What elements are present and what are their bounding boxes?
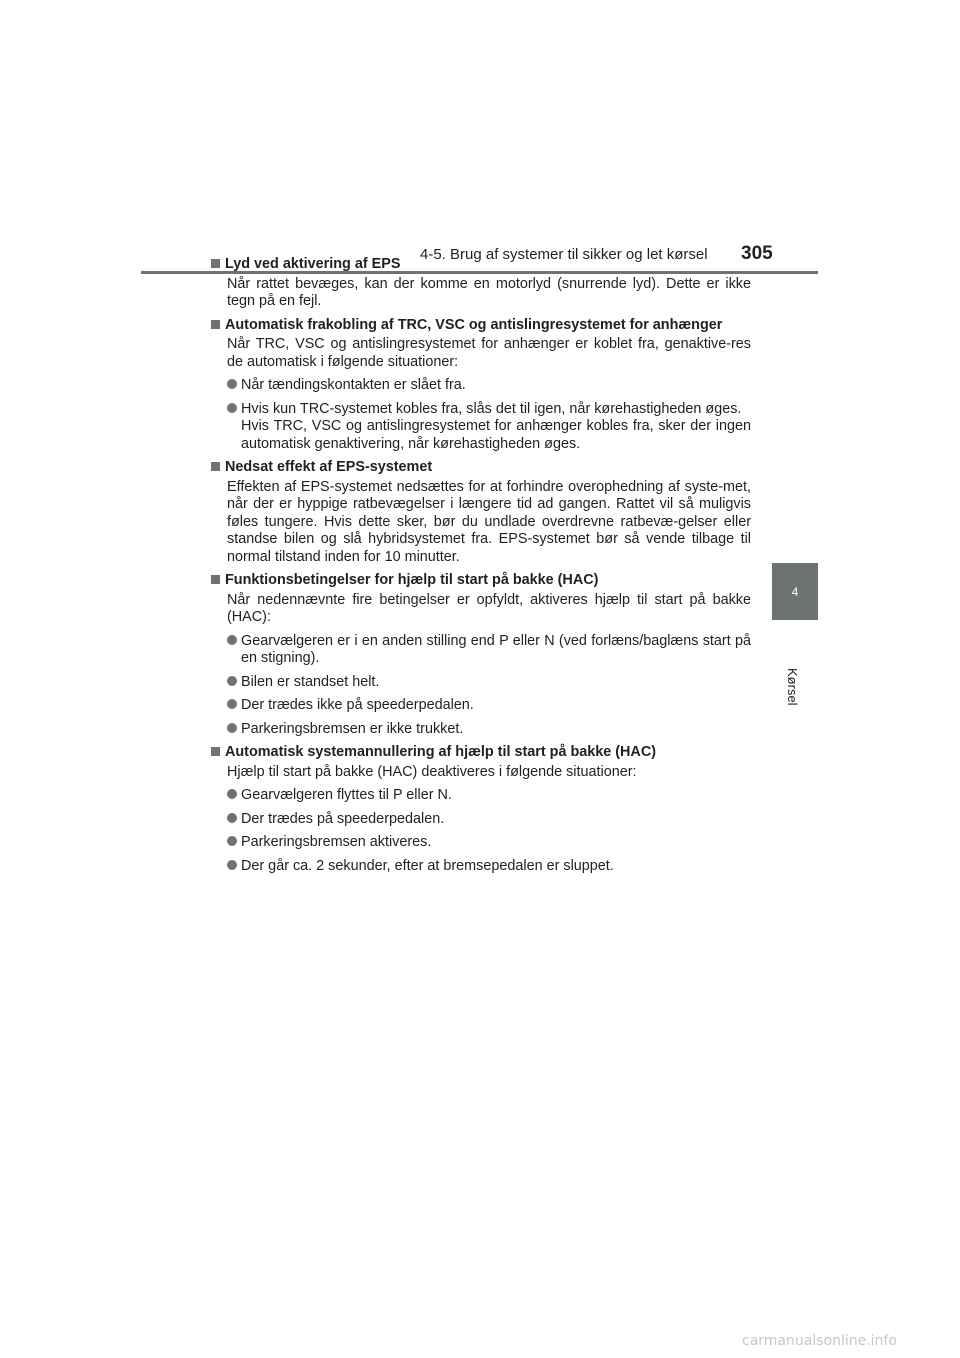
list-item	[211, 674, 751, 692]
list-item-text: Parkeringsbremsen aktiveres.	[241, 834, 432, 850]
section-paragraph: Når TRC, VSC og antislingresystemet for anhænger er koblet fra, genaktive-res de automatisk i følgende situationer:	[227, 336, 751, 370]
section-heading	[211, 256, 751, 274]
section-paragraph: Hjælp til start på bakke (HAC) deaktiveres i følgende situationer:	[227, 763, 637, 780]
list-item	[211, 811, 751, 829]
section-title: Lyd ved aktivering af EPS	[225, 256, 401, 272]
list-item-text-extra: Hvis TRC, VSC og antislingresystemet for anhænger kobles fra, sker der ingen automatisk genaktivering, når kørehastigheden øges.	[241, 418, 751, 452]
list-item	[211, 834, 751, 852]
list-item	[211, 401, 751, 454]
round-bullet-icon	[227, 379, 237, 389]
list-item	[211, 787, 751, 805]
round-bullet-icon	[227, 635, 237, 645]
section-paragraph: Når nedennævnte fire betingelser er opfyldt, aktiveres hjælp til start på bakke (HAC):	[227, 591, 751, 625]
round-bullet-icon	[227, 723, 237, 733]
round-bullet-icon	[227, 699, 237, 709]
round-bullet-icon	[227, 860, 237, 870]
list-item	[211, 633, 751, 668]
list-item-text: Hvis kun TRC-systemet kobles fra, slås det til igen, når kørehastigheden øges.	[241, 400, 742, 417]
section-heading	[211, 744, 751, 762]
section-title: Automatisk systemannullering af hjælp til start på bakke (HAC)	[225, 744, 657, 760]
list-item-text: Gearvælgeren flyttes til P eller N.	[241, 787, 452, 803]
square-bullet-icon	[211, 575, 220, 584]
list-item-text: Der trædes på speederpedalen.	[241, 810, 445, 827]
section-title: Automatisk frakobling af TRC, VSC og antislingresystemet for anhænger	[225, 316, 723, 333]
section-paragraph: Effekten af EPS-systemet nedsættes for at forhindre overophedning af syste-met, når der er hyppige ratbevægelser i længere tid ad gangen. Rattet vil så muligvis føles tungere. Hvis dette sker, bør du undlade overdrevne ratbevæ-gelser eller standse bilen og slå hybridsystemet fra. EPS-systemet bør så vende tilbage til normal tilstand inden for 10 minutter.	[227, 478, 751, 565]
list-item-text: Gearvælgeren er i en anden stilling end P eller N (ved forlæns/baglæns start på en stigning).	[241, 632, 751, 666]
round-bullet-icon	[227, 789, 237, 799]
section-title: Nedsat effekt af EPS-systemet	[225, 459, 433, 475]
list-item-text: Der går ca. 2 sekunder, efter at bremsepedalen er sluppet.	[241, 857, 614, 874]
round-bullet-icon	[227, 813, 237, 823]
header-section-title: 4-5. Brug af systemer til sikker og let kørsel	[420, 246, 708, 263]
list-item-text: Der trædes ikke på speederpedalen.	[241, 697, 474, 713]
page-number: 305	[741, 243, 773, 264]
round-bullet-icon	[227, 403, 237, 413]
list-item-text-block	[241, 401, 751, 454]
square-bullet-icon	[211, 320, 220, 329]
list-item	[211, 858, 751, 876]
square-bullet-icon	[211, 462, 220, 471]
square-bullet-icon	[211, 259, 220, 268]
section-heading	[211, 317, 751, 335]
section-paragraph: Når rattet bevæges, kan der komme en motorlyd (snurrende lyd). Dette er ikke tegn på en fejl.	[227, 275, 751, 309]
section-heading	[211, 572, 751, 590]
round-bullet-icon	[227, 836, 237, 846]
chapter-tab-number: 4	[791, 584, 799, 599]
section-title: Funktionsbetingelser for hjælp til start på bakke (HAC)	[225, 572, 599, 588]
list-item-text: Når tændingskontakten er slået fra.	[241, 377, 466, 393]
list-item-text: Parkeringsbremsen er ikke trukket.	[241, 720, 464, 737]
square-bullet-icon	[211, 747, 220, 756]
section-heading	[211, 459, 751, 477]
list-item-text: Bilen er standset helt.	[241, 673, 380, 690]
chapter-tab-label: Kørsel	[785, 668, 800, 706]
list-item	[211, 697, 751, 715]
chapter-tab[interactable]	[772, 563, 818, 620]
watermark: carmanualsonline.info	[742, 1333, 897, 1349]
list-item	[211, 721, 751, 739]
page-content	[211, 256, 751, 875]
list-item	[211, 377, 751, 395]
round-bullet-icon	[227, 676, 237, 686]
